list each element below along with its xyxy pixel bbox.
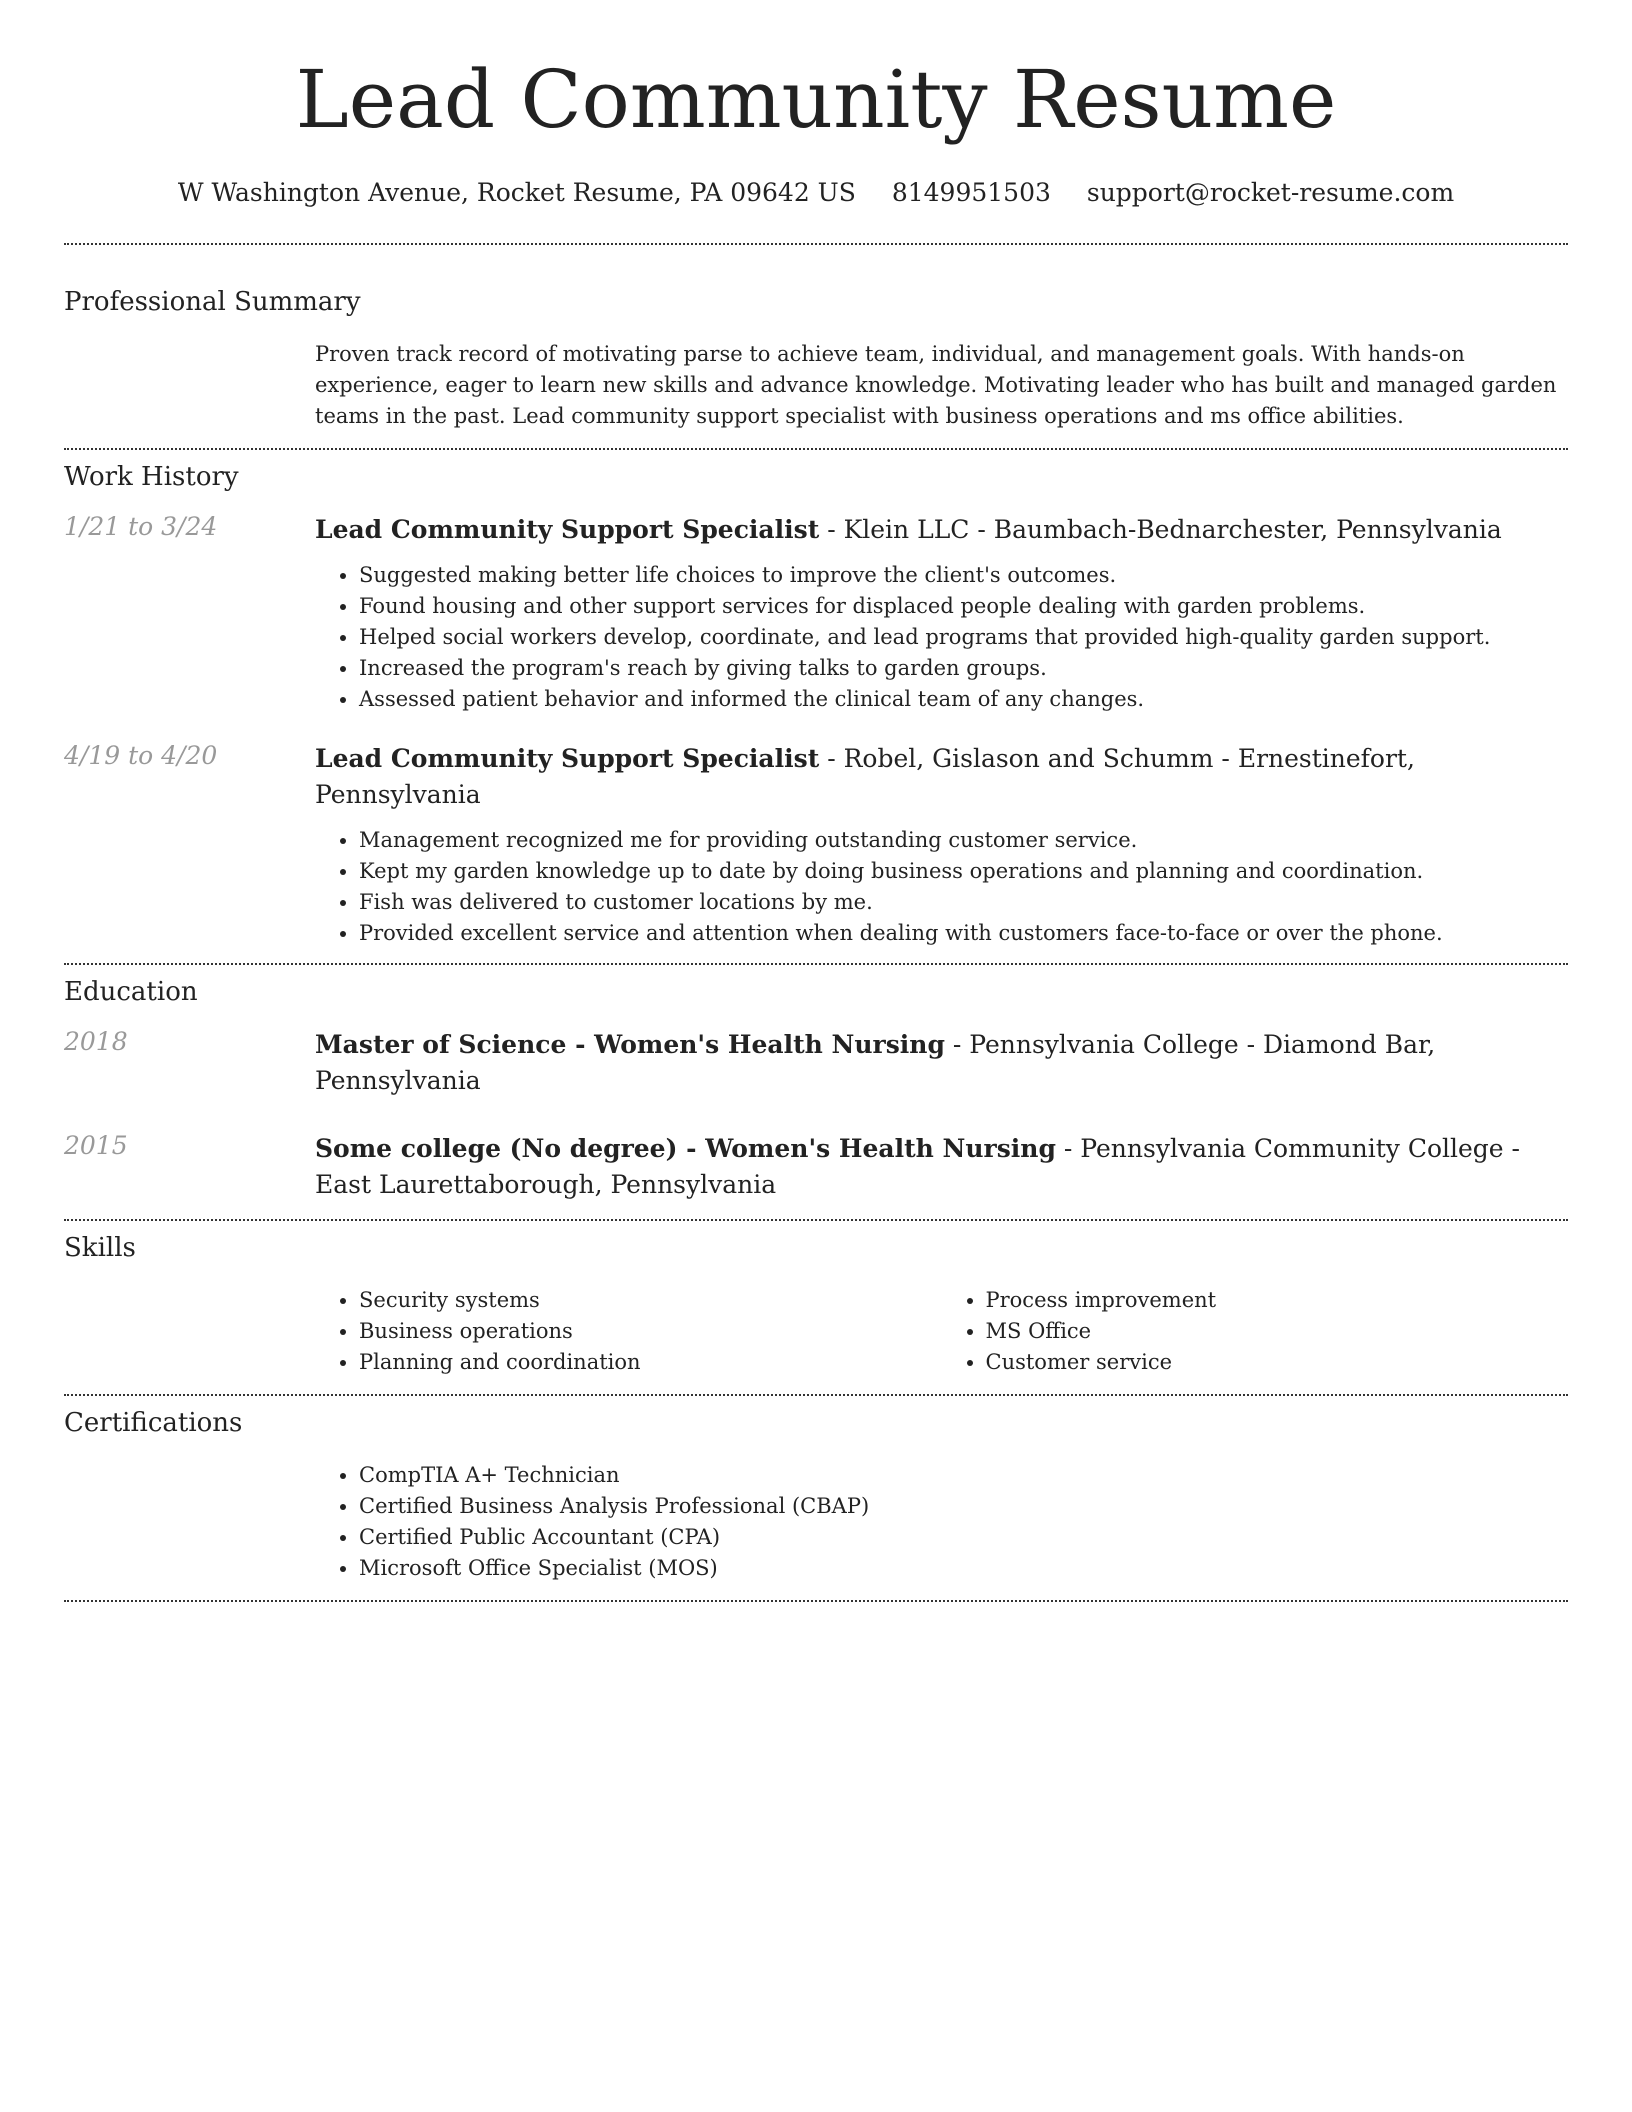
section-divider xyxy=(64,1394,1568,1396)
certification-item: • Certified Business Analysis Professional (CBAP) xyxy=(359,1491,1568,1522)
job-bullet: • Management recognized me for providing outstanding customer service. xyxy=(359,825,1568,856)
education-school: - Pennsylvania Community College - East Laurettaborough, Pennsylvania xyxy=(315,1134,1520,1199)
skill-item: • Customer service xyxy=(986,1347,1569,1378)
job-bullet: • Kept my garden knowledge up to date by doing business operations and planning and coordination. xyxy=(359,856,1568,887)
education-date: 2018 xyxy=(64,1027,128,1056)
contact-phone: 8149951503 xyxy=(891,178,1051,207)
job-title: Lead Community Support Specialist xyxy=(315,515,820,544)
skills-columns xyxy=(315,1285,1568,1378)
section-divider xyxy=(64,1600,1568,1602)
job-bullet: • Helped social workers develop, coordinate, and lead programs that provided high-quality garden support. xyxy=(359,622,1568,653)
job-body xyxy=(315,512,1568,715)
job-bullet: • Fish was delivered to customer locations by me. xyxy=(359,887,1568,918)
job-bullet: • Assessed patient behavior and informed the clinical team of any changes. xyxy=(359,684,1568,715)
contact-email: support@rocket-resume.com xyxy=(1086,178,1455,207)
job-date: 4/19 to 4/20 xyxy=(64,741,218,770)
job-company: - Robel, Gislason and Schumm - Ernestinefort, Pennsylvania xyxy=(315,744,1415,809)
summary-text: Proven track record of motivating parse to achieve team, individual, and management goals. With hands-on experience, eager to learn new skills and advance knowledge. Motivating leader who has built and managed garden teams in the past. Lead community support specialist with business operations and ms office abilities. xyxy=(315,342,1557,428)
summary-heading: Professional Summary xyxy=(64,287,361,317)
education-date: 2015 xyxy=(64,1131,128,1160)
education-school: - Pennsylvania College - Diamond Bar, Pennsylvania xyxy=(315,1030,1436,1095)
job-bullet: • Provided excellent service and attention when dealing with customers face-to-face or over the phone. xyxy=(359,918,1568,949)
education-degree: Master of Science - Women's Health Nursing xyxy=(315,1030,945,1059)
certification-item: • Microsoft Office Specialist (MOS) xyxy=(359,1553,1568,1584)
skills-heading: Skills xyxy=(64,1233,136,1263)
contact-address: W Washington Avenue, Rocket Resume, PA 09642 US xyxy=(177,178,856,207)
education-entry xyxy=(64,1131,1568,1203)
job-date: 1/21 to 3/24 xyxy=(64,512,218,541)
skill-item: • Process improvement xyxy=(986,1285,1569,1316)
contact-line xyxy=(64,178,1568,207)
resume-page xyxy=(64,0,1568,1602)
certification-item: • CompTIA A+ Technician xyxy=(359,1460,1568,1491)
job-body xyxy=(315,741,1568,949)
skills-list-right xyxy=(942,1285,1569,1378)
section-divider xyxy=(64,448,1568,450)
job-heading xyxy=(315,741,1568,813)
job-company: - Klein LLC - Baumbach-Bednarchester, Pennsylvania xyxy=(819,515,1502,544)
job-bullet: • Suggested making better life choices to improve the client's outcomes. xyxy=(359,560,1568,591)
certifications-block xyxy=(315,1460,1568,1584)
section-divider xyxy=(64,243,1568,245)
education-heading: Education xyxy=(64,977,198,1007)
education-entry xyxy=(64,1027,1568,1099)
skill-item: • Security systems xyxy=(359,1285,942,1316)
education-degree: Some college (No degree) - Women's Health Nursing xyxy=(315,1134,1056,1163)
job-bullets xyxy=(315,825,1568,949)
work-history-heading: Work History xyxy=(64,462,239,492)
education-details xyxy=(315,1027,1568,1099)
certifications-heading: Certifications xyxy=(64,1408,243,1438)
skill-item: • Business operations xyxy=(359,1316,942,1347)
skills-list-left xyxy=(315,1285,942,1378)
certifications-list xyxy=(315,1460,1568,1584)
section-divider xyxy=(64,963,1568,965)
job-heading xyxy=(315,512,1568,548)
skill-item: • MS Office xyxy=(986,1316,1569,1347)
education-details xyxy=(315,1131,1568,1203)
job-bullet: • Found housing and other support services for displaced people dealing with garden problems. xyxy=(359,591,1568,622)
skill-item: • Planning and coordination xyxy=(359,1347,942,1378)
job-title: Lead Community Support Specialist xyxy=(315,744,820,773)
section-divider xyxy=(64,1219,1568,1221)
job-entry xyxy=(64,512,1568,715)
job-bullets xyxy=(315,560,1568,715)
job-bullet: • Increased the program's reach by giving talks to garden groups. xyxy=(359,653,1568,684)
job-entry xyxy=(64,741,1568,949)
certification-item: • Certified Public Accountant (CPA) xyxy=(359,1522,1568,1553)
resume-title: Lead Community Resume xyxy=(295,53,1337,146)
